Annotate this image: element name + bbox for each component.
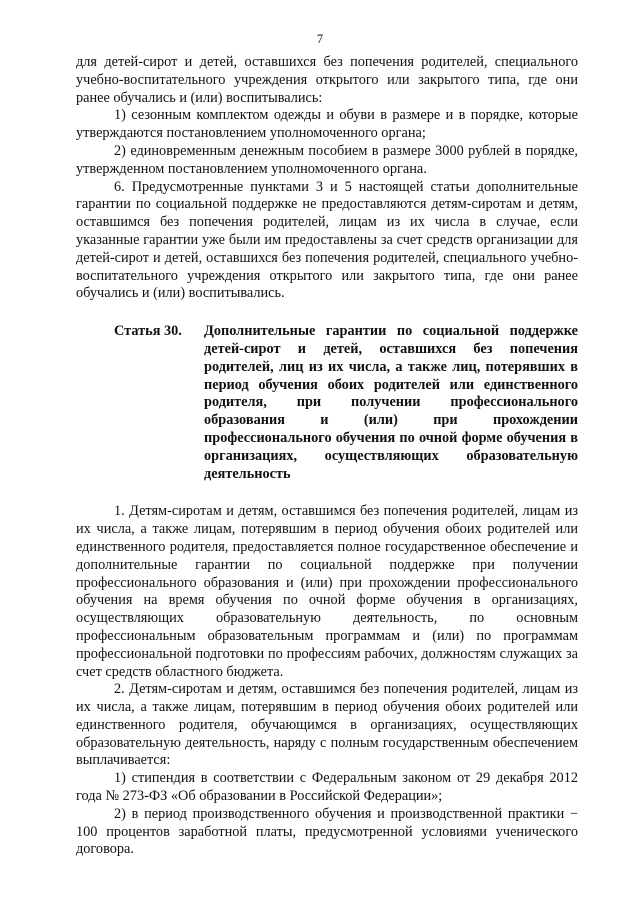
article-heading (76, 323, 578, 483)
paragraph-clause-2: 2. Детям-сиротам и детям, оставшимся без попечения родителей, лицам из их числа, а также лицам, потерявшим в период обучения обоих родителей или единственного родителя, обучающимся в организациях, осуществляющих образовательную деятельность, наряду с полным государственным обеспечением выплачивается: (76, 681, 578, 769)
paragraph-subitem-2: 2) в период производственного обучения и производственной практики − 100 процентов заработной платы, предусмотренной условиями ученического договора. (76, 805, 578, 858)
page-number: 7 (316, 32, 324, 46)
document-body (76, 54, 578, 859)
paragraph-subitem-1: 1) стипендия в соответствии с Федеральным законом от 29 декабря 2012 года № 273-ФЗ «Об образовании в Российской Федерации»; (76, 770, 578, 805)
paragraph-clause-1: 1. Детям-сиротам и детям, оставшимся без попечения родителей, лицам из их числа, а также лицам, потерявшим в период обучения обоих родителей или единственного родителя, предоставляется полное государственное обеспечение и дополнительные гарантии по социальной поддержке при получении профессионального образования и (или) при прохождении профессионального обучения на время обучения по очной форме обучения в организациях, осуществляющих образовательную деятельность, по основным профессиональным образовательным программам и (или) по программам профессиональной подготовки по профессиям рабочих, должностям служащих за счет средств областного бюджета. (76, 503, 578, 680)
article-title: Дополнительные гарантии по социальной поддержке детей-сирот и детей, оставшихся без попечения родителей, лиц из их числа, а также лиц, потерявших в период обучения обоих родителей или единственного родителя, при получении профессионального образования и (или) при прохождении профессионального обучения по очной форме обучения в организациях, осуществляющих образовательную деятельность (204, 323, 578, 482)
paragraph-clause-6: 6. Предусмотренные пунктами 3 и 5 настоящей статьи дополнительные гарантии по социальной поддержке не предоставляются детям-сиротам и детям, оставшимся без попечения родителей, лицам из их числа в случае, если указанные гарантии уже были им предоставлены за счет средств организации для детей-сирот и детей, оставшихся без попечения родителей, специального учебно-воспитательного учреждения открытого или закрытого типа, где они ранее обучались и (или) воспитывались. (76, 178, 578, 302)
paragraph-item-1: 1) сезонным комплектом одежды и обуви в размере и в порядке, которые утверждаются постановлением уполномоченного органа; (76, 107, 578, 142)
paragraph-continuation: для детей-сирот и детей, оставшихся без попечения родителей, специального учебно-воспитательного учреждения открытого или закрытого типа, где они ранее обучались и (или) воспитывались: (76, 54, 578, 106)
article-label: Статья 30. (114, 323, 182, 340)
paragraph-item-2: 2) единовременным денежным пособием в размере 3000 рублей в порядке, утвержденном постановлением уполномоченного органа. (76, 142, 578, 177)
